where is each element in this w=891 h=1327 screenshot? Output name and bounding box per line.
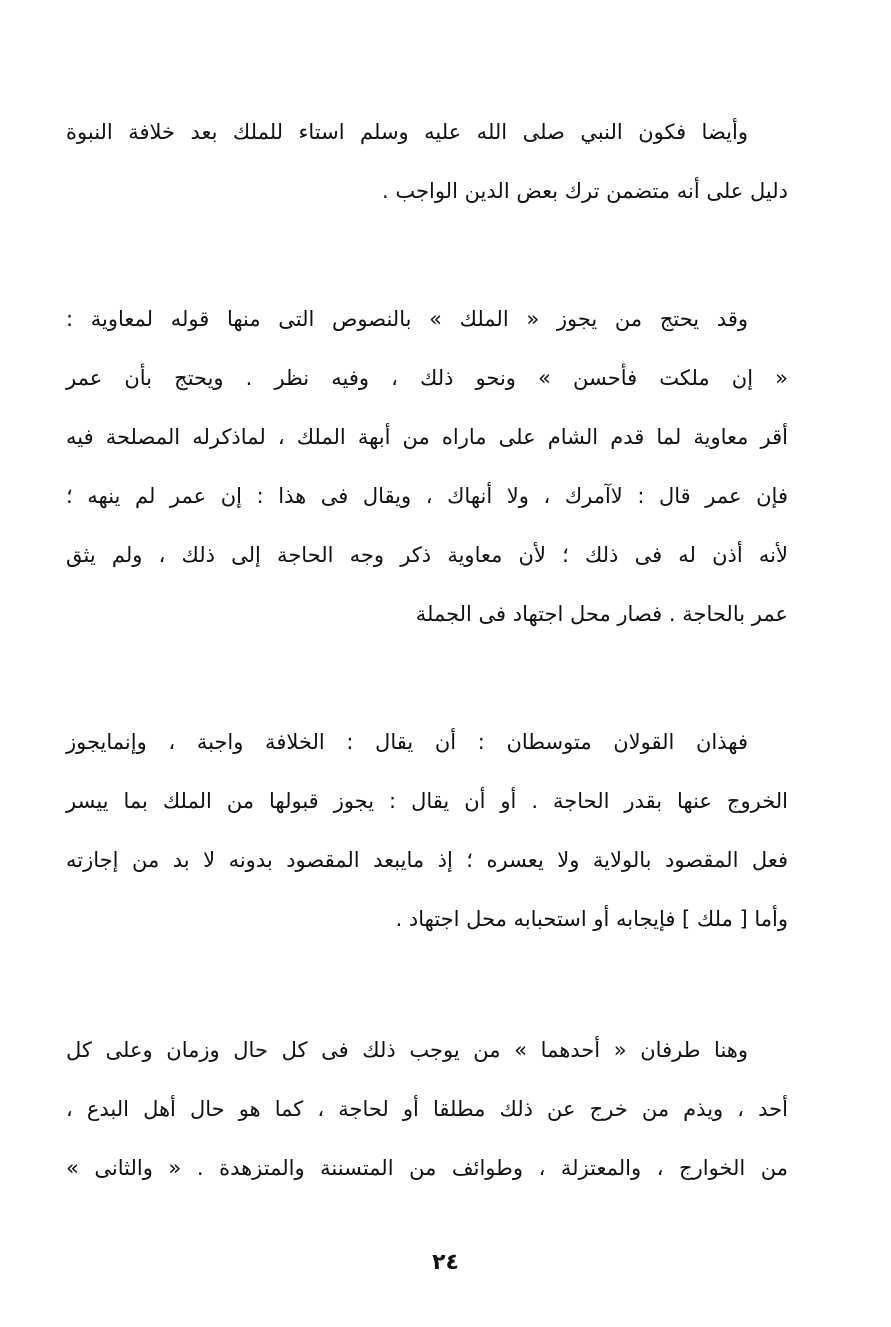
paragraph-line: أقر معاوية لما قدم الشام على ماراه من أبهة الملك ، لماذكرله المصلحة فيه <box>66 425 788 449</box>
paragraph-line: وأيضا فكون النبي صلى الله عليه وسلم استاء للملك بعد خلافة النبوة <box>66 120 748 144</box>
paragraph-line: من الخوارج ، والمعتزلة ، وطوائف من المتسننة والمتزهدة . « والثانى » <box>66 1156 788 1180</box>
paragraph-2 <box>66 290 788 644</box>
paragraph-line: « إن ملكت فأحسن » ونحو ذلك ، وفيه نظر . ويحتج بأن عمر <box>66 366 788 390</box>
paragraph-line: فهذان القولان متوسطان : أن يقال : الخلافة واجبة ، وإنمايجوز <box>66 730 748 754</box>
paragraph-line: وأما [ ملك ] فإيجابه أو استحبابه محل اجتهاد . <box>395 907 788 931</box>
paragraph-line: وهنا طرفان « أحدهما » من يوجب ذلك فى كل حال وزمان وعلى كل <box>66 1038 748 1062</box>
paragraph-line: الخروج عنها بقدر الحاجة . أو أن يقال : يجوز قبولها من الملك بما ييسر <box>66 789 788 813</box>
paragraph-line: فعل المقصود بالولاية ولا يعسره ؛ إذ مايبعد المقصود بدونه لا بد من إجازته <box>66 848 788 872</box>
paragraph-line: عمر بالحاجة . فصار محل اجتهاد فى الجملة <box>415 602 788 626</box>
paragraph-line: لأنه أذن له فى ذلك ؛ لأن معاوية ذكر وجه الحاجة إلى ذلك ، ولم يثق <box>66 543 788 567</box>
paragraph-line: أحد ، ويذم من خرج عن ذلك مطلقا أو لحاجة ، كما هو حال أهل البدع ، <box>66 1097 788 1121</box>
paragraph-line: دليل على أنه متضمن ترك بعض الدين الواجب . <box>382 179 788 203</box>
paragraph-1 <box>66 103 788 221</box>
paragraph-4 <box>66 1021 788 1198</box>
page-number: ٢٤ <box>432 1250 459 1275</box>
paragraph-line: وقد يحتج من يجوز « الملك » بالنصوص التى منها قوله لمعاوية : <box>66 307 748 331</box>
paragraph-line: فإن عمر قال : لاآمرك ، ولا أنهاك ، ويقال فى هذا : إن عمر لم ينهه ؛ <box>66 484 788 508</box>
paragraph-3 <box>66 713 788 949</box>
